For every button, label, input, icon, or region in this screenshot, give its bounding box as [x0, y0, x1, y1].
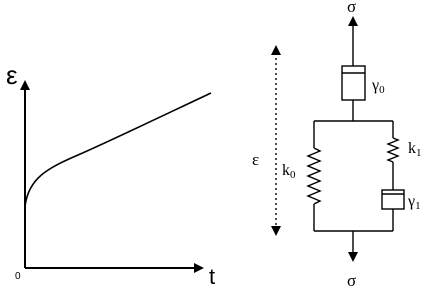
dashpot-gamma1 [382, 190, 404, 231]
spring-k0 [308, 121, 320, 231]
y-axis-label: ε [6, 60, 18, 90]
dashpot-gamma1-label: γ1 [408, 193, 421, 212]
x-axis-label: t [209, 264, 216, 289]
dashpot-gamma0-label: γ0 [372, 77, 385, 96]
spring-k1 [388, 121, 398, 190]
dashpot-gamma0 [342, 66, 365, 100]
output-stress-label: σ [347, 271, 357, 290]
strain-time-graph [6, 60, 215, 289]
creep-curve [25, 93, 211, 207]
spring-k0-label: k0 [282, 162, 296, 181]
input-stress-label: σ [347, 0, 357, 16]
strain-arrow-bottom [271, 226, 281, 236]
origin-label: 0 [15, 271, 21, 282]
rheological-model [252, 0, 422, 290]
spring-k1-label: k1 [408, 140, 422, 159]
strain-label: ε [252, 150, 260, 169]
strain-arrow-top [271, 45, 281, 55]
